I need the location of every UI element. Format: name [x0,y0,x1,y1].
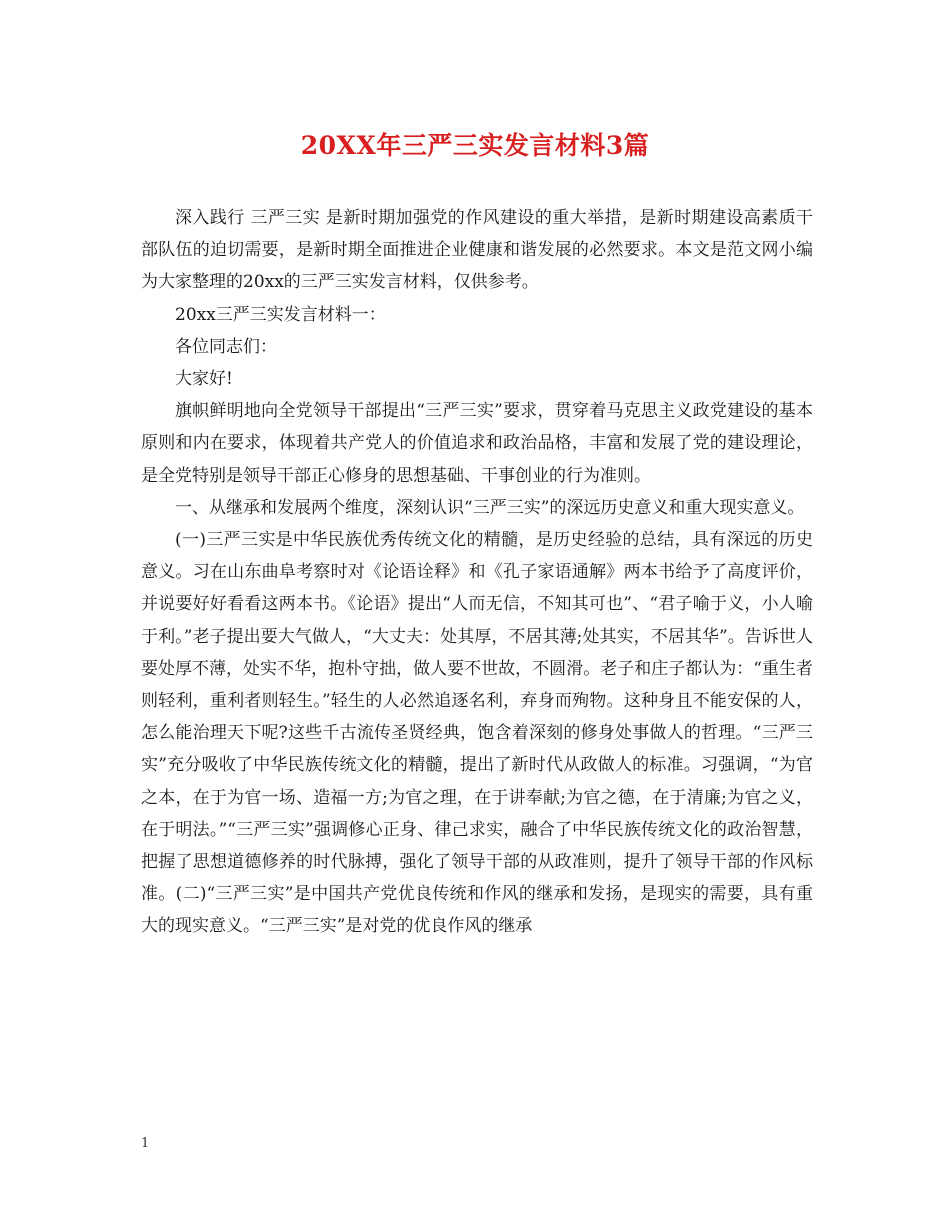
paragraph-material-heading: 20xx三严三实发言材料一： [175,304,386,325]
paragraph-greeting: 大家好! [175,369,233,390]
paragraph-overview: 旗帜鲜明地向全党领导干部提出“三严三实”要求，贯穿着马克思主义政党建设的基本原则和内在要求，体现着共产党人的价值追求和政治品格，丰富和发展了党的建设理论，是全党特别是领导干部正心修身的思想基础、干事创业的行为准则。 [141,401,813,486]
document-body [141,202,813,943]
paragraph-intro: 深入践行 三严三实 是新时期加强党的作风建设的重大举措，是新时期建设高素质干部队伍的迫切需要，是新时期全面推进企业健康和谐发展的必然要求。本文是范文网小编为大家整理的20xx的三严三实发言材料，仅供参考。 [141,208,813,293]
paragraph-salutation: 各位同志们： [175,336,277,357]
paragraph-section-one-body: (一)三严三实是中华民族优秀传统文化的精髓，是历史经验的总结，具有深远的历史意义。习在山东曲阜考察时对《论语诠释》和《孔子家语通解》两本书给予了高度评价，并说要好好看看这两本书。《论语》提出“人而无信，不知其可也”、“君子喻于义，小人喻于利。”老子提出要大气做人，“大丈夫：处其厚，不居其薄;处其实，不居其华”。告诉世人要处厚不薄，处实不华，抱朴守拙，做人要不世故，不圆滑。老子和庄子都认为：“重生者则轻利，重利者则轻生。”轻生的人必然追逐名利，弃身而殉物。这种身且不能安保的人，怎么能治理天下呢?这些千古流传圣贤经典，饱含着深刻的修身处事做人的哲理。“三严三实”充分吸收了中华民族传统文化的精髓，提出了新时代从政做人的标准。习强调，“为官之本，在于为官一场、造福一方;为官之理，在于讲奉献;为官之德，在于清廉;为官之义，在于明法。”“三严三实”强调修心正身、律己求实，融合了中华民族传统文化的政治智慧，把握了思想道德修养的时代脉搏，强化了领导干部的从政准则，提升了领导干部的作风标准。(二)“三严三实”是中国共产党优良传统和作风的继承和发扬，是现实的需要，具有重大的现实意义。“三严三实”是对党的优良作风的继承 [141,530,813,937]
document-title: 20XX年三严三实发言材料3篇 [300,131,650,160]
paragraph-section-one-heading: 一、从继承和发展两个维度，深刻认识“三严三实”的深远历史意义和重大现实意义。 [175,497,805,518]
page-number: 1 [141,1136,150,1151]
